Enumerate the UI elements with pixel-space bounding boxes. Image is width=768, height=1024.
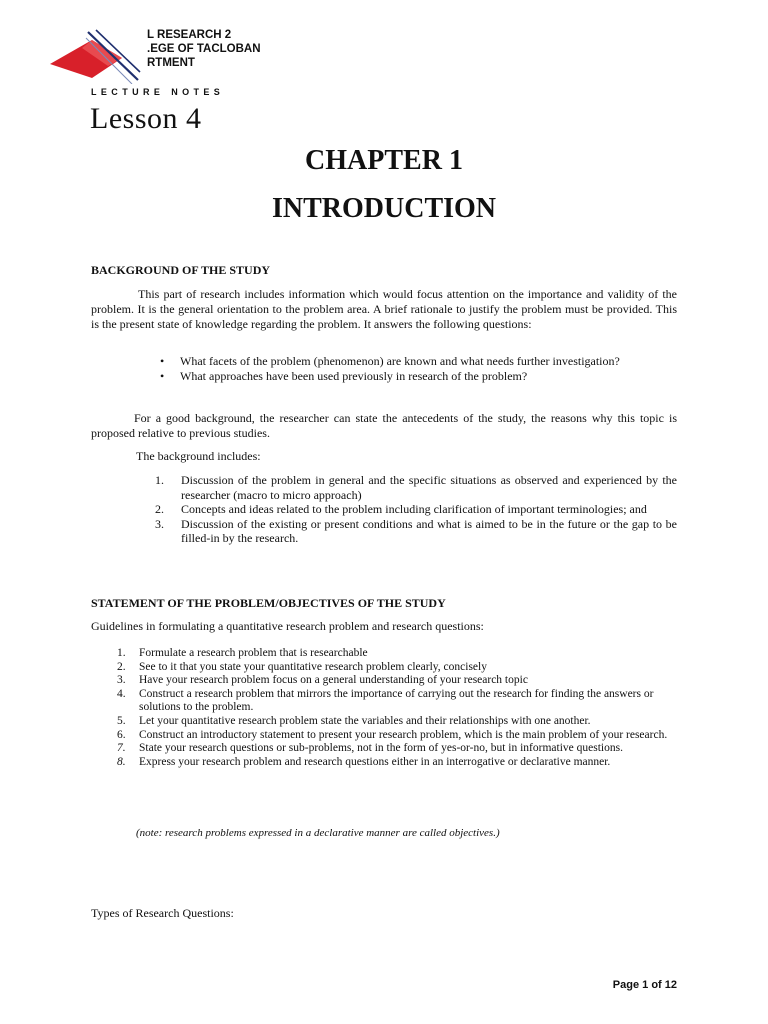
background-includes-label: The background includes: xyxy=(136,449,261,463)
background-heading: BACKGROUND OF THE STUDY xyxy=(91,263,271,277)
list-item: • What facets of the problem (phenomenon) are known and what needs further investigation? xyxy=(160,354,620,368)
lecture-notes-label: LECTURE NOTES xyxy=(91,87,225,97)
background-includes-list xyxy=(155,473,677,546)
header-line-3: RTMENT xyxy=(147,57,195,69)
bullet-icon: • xyxy=(160,369,165,383)
list-item: 2. Concepts and ideas related to the problem including clarification of important terminologies; and xyxy=(155,502,647,516)
list-item: 1. Formulate a research problem that is researchable xyxy=(117,647,368,659)
list-item: 1. Discussion of the problem in general and the specific situations as observed and experienced by the researcher (macro to micro approach) xyxy=(155,473,677,502)
guidelines-list xyxy=(117,647,677,769)
statement-intro: Guidelines in formulating a quantitative research problem and research questions: xyxy=(91,619,484,633)
chapter-title: INTRODUCTION xyxy=(271,193,497,224)
list-item: 5. Let your quantitative research problem state the variables and their relationships with one another. xyxy=(117,714,591,727)
list-item: 7. State your research questions or sub-problems, not in the form of yes-or-no, but in informative questions. xyxy=(117,742,623,755)
statement-heading: STATEMENT OF THE PROBLEM/OBJECTIVES OF THE STUDY xyxy=(91,596,446,610)
objectives-note: (note: research problems expressed in a declarative manner are called objectives.) xyxy=(136,827,500,839)
header-line-2: .EGE OF TACLOBAN xyxy=(147,43,261,55)
header-line-1: L RESEARCH 2 xyxy=(147,29,232,41)
list-item: 6. Construct an introductory statement to present your research problem, which is the main problem of your research. xyxy=(117,728,668,741)
background-paragraph-1: This part of research includes information which would focus attention on the importance and validity of the problem. It is the general orientation to the problem area. A brief rationale to justify the problem must be provided. This is the present state of knowledge regarding the problem. It answers the following questions: xyxy=(91,287,677,331)
list-item: 3. Discussion of the existing or present conditions and what is aimed to be in the future or the gap to be filled-in by the research. xyxy=(155,516,677,545)
list-item: • What approaches have been used previously in research of the problem? xyxy=(160,369,528,383)
list-item: 8. Express your research problem and research questions either in an interrogative or declarative manner. xyxy=(117,755,611,768)
bullet-icon: • xyxy=(160,354,165,368)
list-item: 4. Construct a research problem that mirrors the importance of carrying out the research for finding the answers or solutions to the problem. xyxy=(117,687,654,714)
chapter-number: CHAPTER 1 xyxy=(305,145,463,176)
background-paragraph-2: For a good background, the researcher can state the antecedents of the study, the reasons why this topic is proposed relative to previous studies. xyxy=(91,411,677,440)
page-number: Page 1 of 12 xyxy=(612,979,677,991)
list-item: 2. See to it that you state your quantitative research problem clearly, concisely xyxy=(117,660,487,673)
types-heading: Types of Research Questions: xyxy=(91,906,234,920)
lesson-title: Lesson 4 xyxy=(90,102,202,135)
school-logo xyxy=(46,26,142,84)
background-bullet-list xyxy=(160,354,677,384)
list-item: 3. Have your research problem focus on a general understanding of your research topic xyxy=(117,674,528,687)
